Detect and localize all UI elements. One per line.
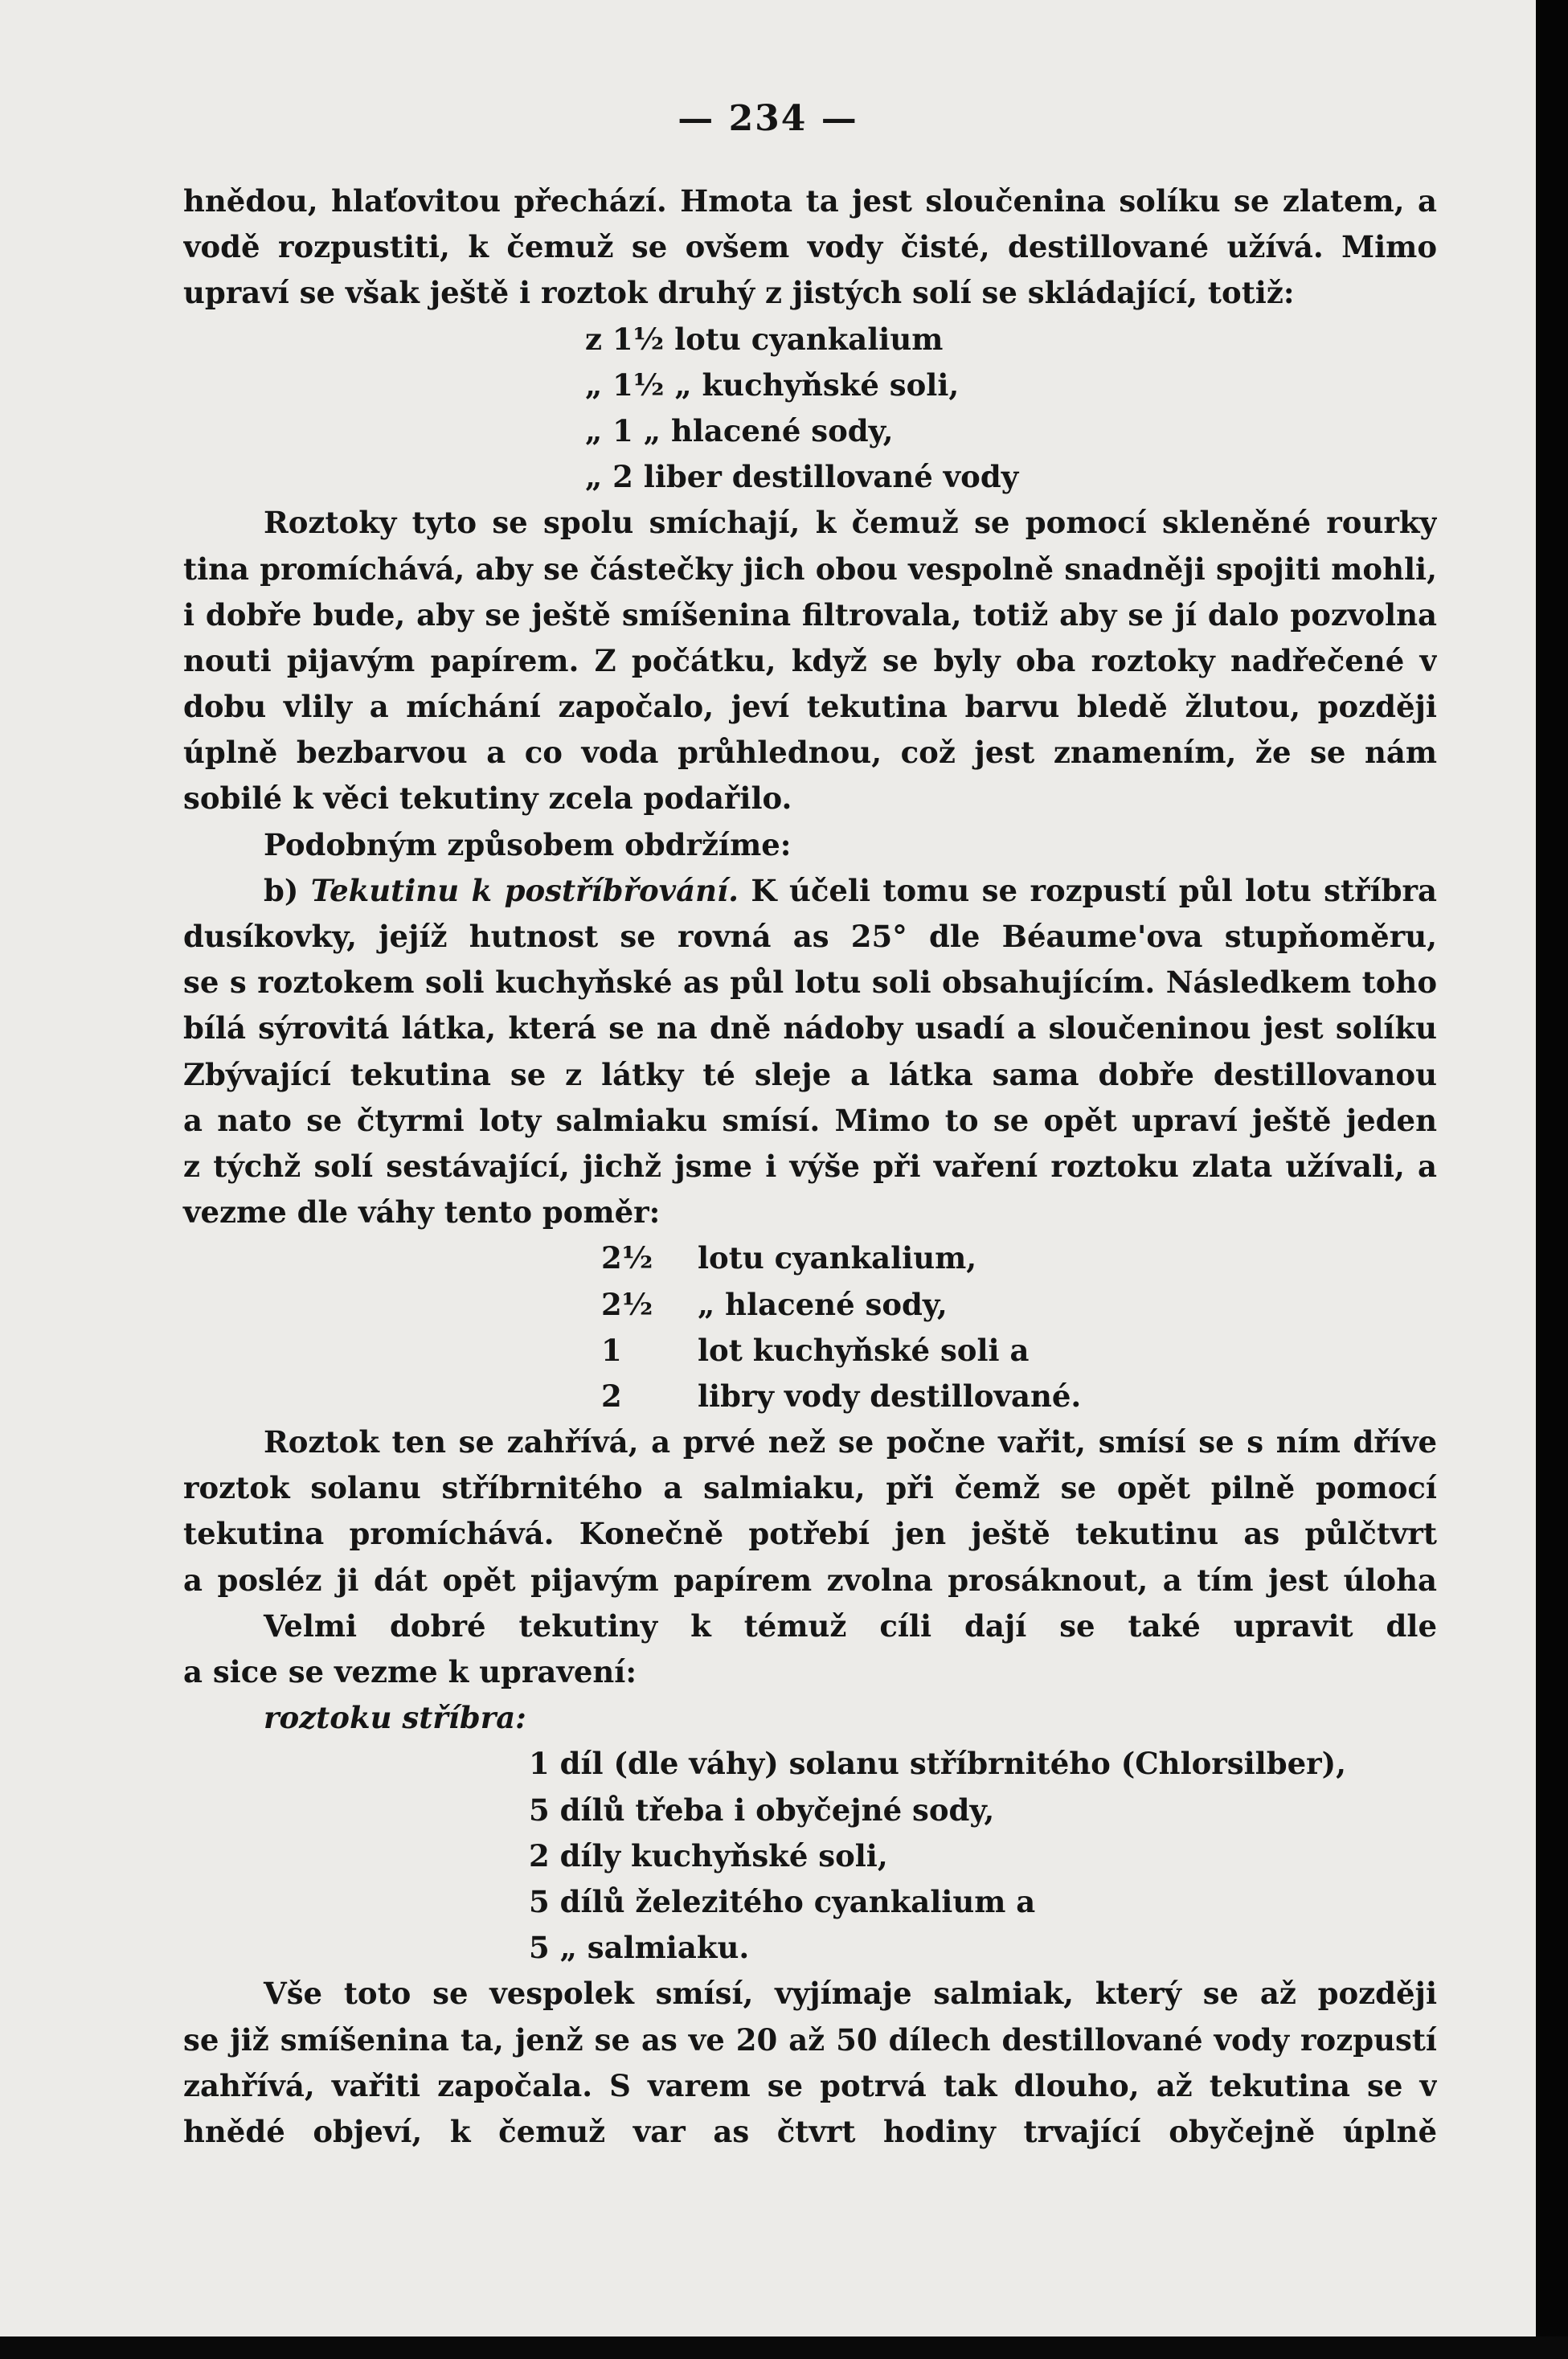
recipe-ingredient: lot kuchyňské soli a [698, 1332, 1030, 1368]
text-line: se již smíšenina ta, jenž se as ve 20 až 50 dílech destillované vody rozpustí [183, 2021, 1437, 2058]
recipe-amount: 2½ [601, 1286, 653, 1322]
recipe-line: 1 díl (dle váhy) solanu stříbrnitého (Chlorsilber), [529, 1746, 1347, 1782]
recipe-amount: 2½ [601, 1240, 653, 1276]
recipe-line [183, 1374, 1437, 1419]
recipe-amount: 1 [601, 1332, 622, 1368]
text-line: Vše toto se vespolek smísí, vyjímaje salmiak, který se až později [264, 1976, 1437, 2012]
text-line: a nato se čtyrmi loty salmiaku smísí. Mimo to se opět upraví ještě jeden [183, 1102, 1437, 1138]
text-line: tina promíchává, aby se částečky jich obou vespolně snadněji spojiti mohli, [183, 551, 1437, 587]
text-line: se s roztokem soli kuchyňské as půl lotu soli obsahujícím. Následkem toho [183, 964, 1437, 1001]
recipe-line: 5 dílů třeba i obyčejné sody, [529, 1792, 995, 1828]
recipe-amount: 2 [601, 1378, 622, 1414]
recipe-line [183, 1235, 1437, 1281]
text-line: z týchž solí sestávající, jichž jsme i výše při vaření roztoku zlata užívali, a [183, 1148, 1437, 1184]
item-marker: b) [264, 872, 311, 908]
text-line: Roztok ten se zahřívá, a prvé než se počne vařit, smísí se s ním dříve [264, 1424, 1437, 1460]
text-line: dobu vlily a míchání započalo, jeví tekutina barvu bledě žlutou, později [183, 689, 1437, 725]
recipe-ingredient: lotu cyankalium, [698, 1240, 977, 1276]
text-line: Roztoky tyto se spolu smíchají, k čemuž se pomocí skleněné rourky [264, 505, 1437, 541]
recipe-line: z 1½ lotu cyankalium [585, 321, 944, 357]
text-line: upraví se však ještě i roztok druhý z jistých solí se skládající, totiž: [183, 275, 1295, 311]
text-line [183, 868, 1437, 914]
text-line: vodě rozpustiti, k čemuž se ovšem vody čisté, destillované užívá. Mimo [183, 229, 1437, 265]
text-line: i dobře bude, aby se ještě smíšenina filtrovala, totiž aby se jí dalo pozvolna [183, 596, 1437, 633]
recipe-line: 2 díly kuchyňské soli, [529, 1837, 888, 1874]
text-line: zahřívá, vařiti započala. S varem se potrvá tak dlouho, až tekutina se v [183, 2067, 1437, 2103]
text-line: vezme dle váhy tento poměr: [183, 1194, 661, 1231]
recipe-line: „ 2 liber destillované vody [585, 459, 1019, 495]
text-line: Zbývající tekutina se z látky té sleje a látka sama dobře destillovanou [183, 1056, 1437, 1092]
text-line: tekutina promíchává. Konečně potřebí jen ještě tekutinu as půlčtvrt [183, 1516, 1437, 1552]
section-heading: Tekutinu k postříbřování. [310, 872, 739, 908]
body-text [183, 178, 1437, 2155]
recipe-line: „ 1 „ hlacené sody, [585, 412, 894, 448]
recipe-line: 5 „ salmiaku. [529, 1930, 750, 1966]
recipe-line [183, 1282, 1437, 1328]
text-line: a sice se vezme k upravení: [183, 1654, 637, 1689]
text-line: roztok solanu stříbrnitého a salmiaku, při čemž se opět pilně pomocí [183, 1470, 1437, 1506]
scan-edge-bottom [0, 2336, 1568, 2359]
recipe-heading: roztoku stříbra: [264, 1700, 526, 1736]
text-line: úplně bezbarvou a co voda průhlednou, což jest znamením, že se nám [183, 735, 1437, 771]
text-run: K účeli tomu se rozpustí půl lotu stříbra [751, 872, 1437, 908]
recipe-ingredient: „ hlacené sody, [698, 1286, 948, 1322]
text-line: a posléz ji dát opět pijavým papírem zvolna prosáknout, a tím jest úloha [183, 1562, 1437, 1598]
recipe-line: „ 1½ „ kuchyňské soli, [585, 367, 960, 403]
text-line: hnědé objeví, k čemuž var as čtvrt hodiny trvající obyčejně úplně [183, 2113, 1437, 2149]
text-line: bílá sýrovitá látka, která se na dně nádoby usadí a sloučeninou jest solíku [183, 1010, 1437, 1046]
scan-edge-right [1536, 0, 1568, 2359]
recipe-line: 5 dílů železitého cyankalium a [529, 1883, 1036, 1919]
recipe-line [183, 1328, 1437, 1374]
text-line: sobilé k věci tekutiny zcela podařilo. [183, 780, 792, 817]
recipe-ingredient: libry vody destillované. [698, 1378, 1082, 1414]
text-line: nouti pijavým papírem. Z počátku, když se byly oba roztoky nadřečené v [183, 642, 1437, 678]
page-number: — 234 — [678, 98, 858, 139]
text-line: dusíkovky, jejíž hutnost se rovná as 25° dle Béaume'ova stupňoměru, [183, 919, 1437, 954]
text-line: hnědou, hlaťovitou přechází. Hmota ta jest sloučenina solíku se zlatem, a [183, 183, 1437, 219]
text-line: Velmi dobré tekutiny k témuž cíli dají se také upravit dle [264, 1607, 1437, 1644]
text-line: Podobným způsobem obdržíme: [264, 826, 792, 862]
